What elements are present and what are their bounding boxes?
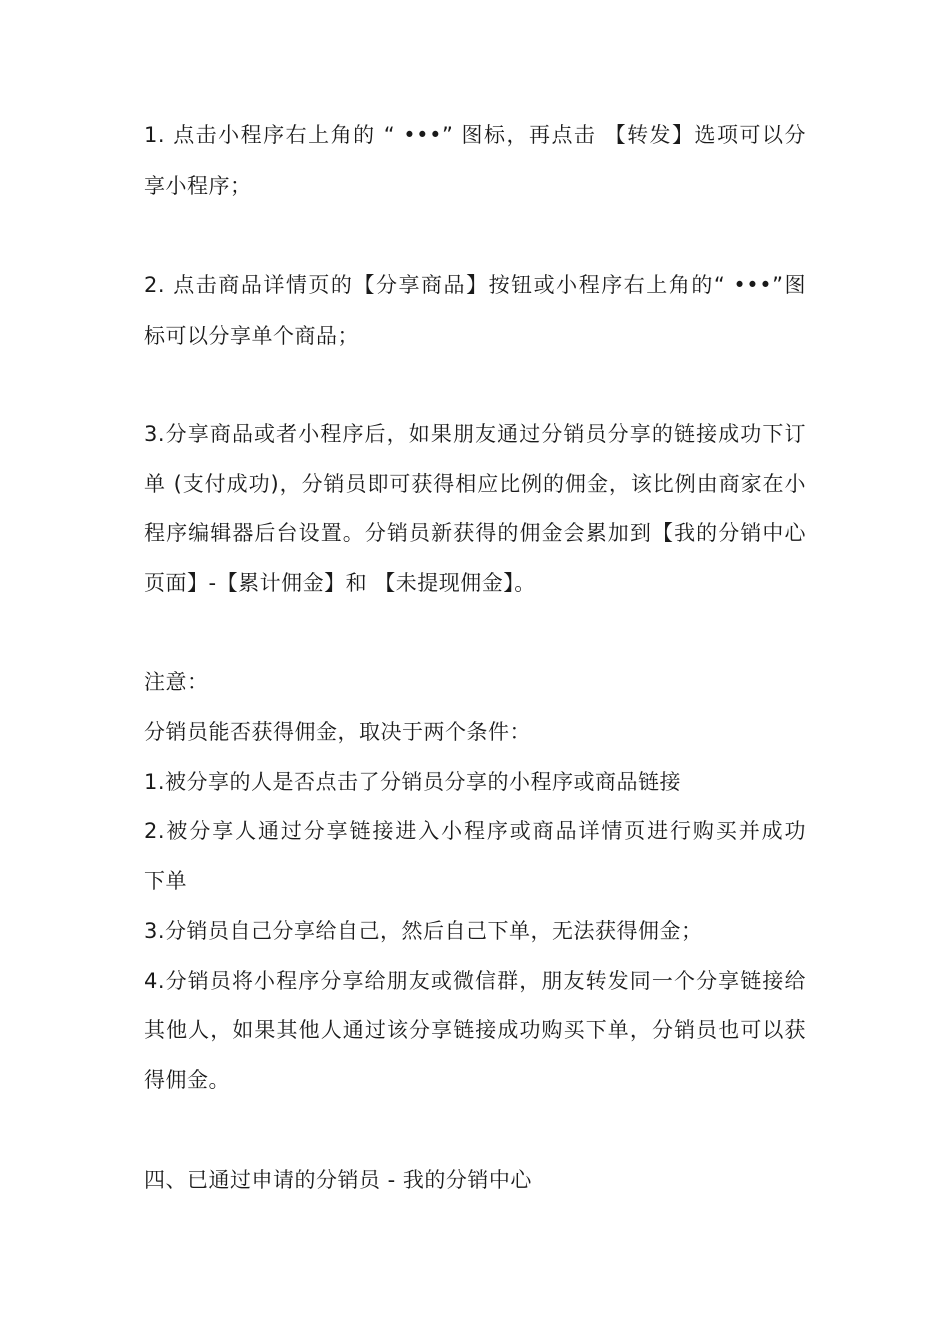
note-item-4-line-2: 其他人，如果其他人通过该分享链接成功购买下单，分销员也可以获	[144, 1018, 806, 1042]
paragraph-3-line-4: 页面】-【累计佣金】和 【未提现佣金】。	[144, 571, 536, 595]
note-item-1: 1.被分享的人是否点击了分销员分享的小程序或商品链接	[144, 770, 682, 794]
section-heading: 四、已通过申请的分销员 - 我的分销中心	[144, 1168, 532, 1192]
paragraph-2-line-2: 标可以分享单个商品；	[144, 324, 359, 348]
note-item-3: 3.分销员自己分享给自己，然后自己下单，无法获得佣金；	[144, 919, 703, 943]
note-title: 注意：	[144, 670, 209, 694]
note-intro: 分销员能否获得佣金，取决于两个条件：	[144, 720, 531, 744]
note-item-4-line-1: 4.分销员将小程序分享给朋友或微信群，朋友转发同一个分享链接给	[144, 969, 806, 993]
paragraph-1-line-2: 享小程序；	[144, 174, 252, 198]
paragraph-3-line-1: 3.分享商品或者小程序后，如果朋友通过分销员分享的链接成功下订	[144, 422, 806, 446]
paragraph-3-line-2: 单 (支付成功)，分销员即可获得相应比例的佣金，该比例由商家在小	[144, 472, 806, 496]
note-item-2-line-2: 下单	[144, 869, 187, 893]
paragraph-2-line-1: 2. 点击商品详情页的【分享商品】按钮或小程序右上角的“ •••”图	[144, 273, 806, 297]
paragraph-3-line-3: 程序编辑器后台设置。分销员新获得的佣金会累加到【我的分销中心	[144, 521, 806, 545]
paragraph-1-line-1: 1. 点击小程序右上角的 “ •••” 图标，再点击 【转发】选项可以分	[144, 123, 806, 147]
note-item-2-line-1: 2.被分享人通过分享链接进入小程序或商品详情页进行购买并成功	[144, 819, 806, 843]
note-item-4-line-3: 得佣金。	[144, 1068, 230, 1092]
